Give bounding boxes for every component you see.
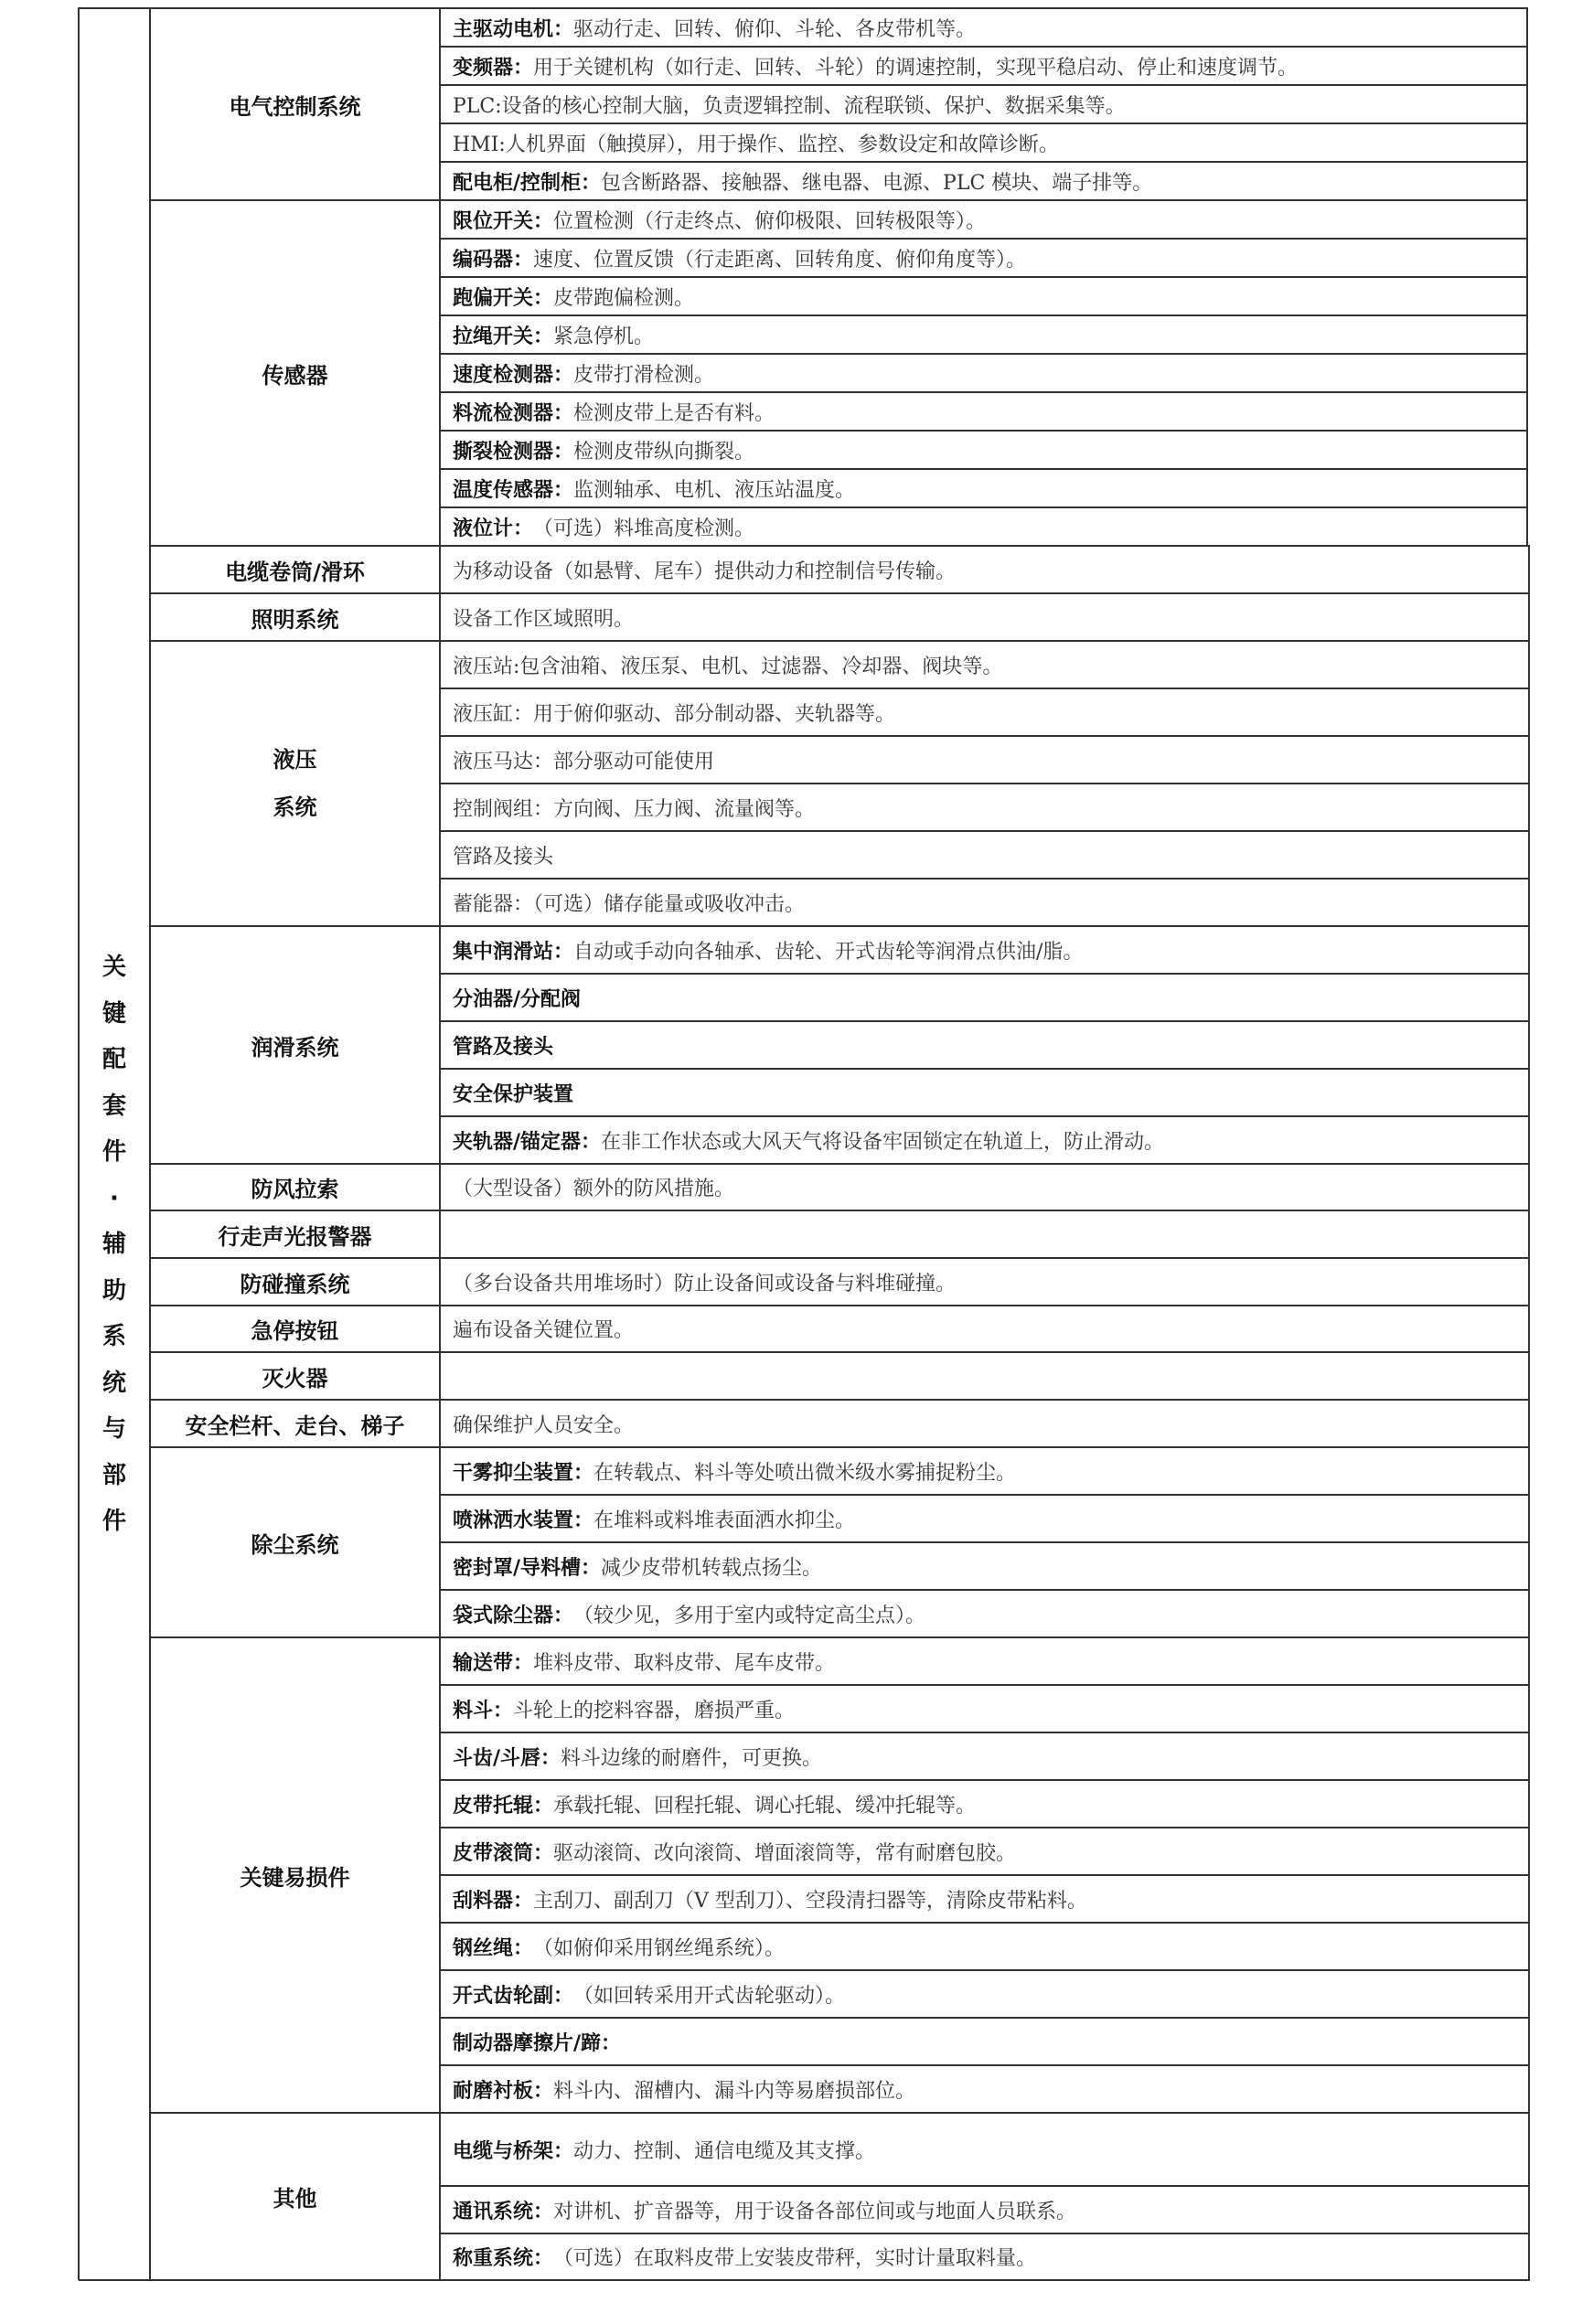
table-row [440, 431, 1527, 469]
row-divider [440, 783, 1530, 784]
item-value: 斗轮上的挖料容器，磨损严重。 [513, 1699, 796, 1722]
group-label [150, 1306, 440, 1352]
column-divider [439, 7, 441, 2280]
section-title-char: · [110, 1184, 119, 1212]
item-key: 温度传感器： [453, 478, 574, 502]
table-row [440, 546, 1529, 593]
table-row [440, 784, 1529, 831]
item-value: 皮带跑偏检测。 [553, 286, 695, 310]
item-key: 袋式除尘器： [453, 1604, 574, 1627]
item-key: 变频器： [453, 56, 534, 80]
row-divider [440, 276, 1528, 278]
table-row [440, 507, 1527, 546]
item-value: （如俯仰采用钢丝绳系统）。 [533, 1936, 786, 1960]
section-title-char: 统 [102, 1369, 126, 1397]
row-divider [440, 430, 1528, 432]
section-title-char: 部 [102, 1461, 126, 1489]
group-label [150, 1447, 440, 1637]
item-key: 钢丝绳： [453, 1936, 534, 1960]
row-divider [440, 238, 1528, 240]
item-value: 主刮刀、副刮刀（V 型刮刀）、空段清扫器等，清除皮带粘料。 [533, 1889, 1087, 1913]
table-row [440, 1447, 1529, 1495]
row-divider [440, 2064, 1530, 2066]
item-value: 为移动设备（如悬臂、尾车）提供动力和控制信号传输。 [453, 560, 957, 583]
item-value: 在转载点、料斗等处喷出微米级水雾捕捉粉尘。 [593, 1461, 1017, 1485]
item-key: 皮带托辊： [453, 1794, 554, 1818]
item-key: 密封罩/导料槽： [453, 1556, 602, 1580]
table-row [440, 974, 1529, 1021]
table-row [440, 1258, 1529, 1306]
item-value: 堆料皮带、取料皮带、尾车皮带。 [533, 1651, 836, 1675]
table-row [440, 641, 1529, 688]
item-key: 皮带滚筒： [453, 1841, 554, 1865]
row-divider [440, 468, 1528, 470]
table-row [440, 879, 1529, 926]
table-row [440, 2233, 1529, 2280]
group-label [150, 1637, 440, 2113]
group-label-text: 防碰撞系统 [240, 1271, 350, 1297]
item-value: 驱动行走、回转、俯仰、斗轮、各皮带机等。 [573, 17, 977, 41]
section-title-char: 辅 [102, 1231, 126, 1259]
table-row [440, 8, 1527, 47]
row-divider [440, 123, 1528, 124]
item-value: （大型设备）额外的防风措施。 [453, 1178, 735, 1200]
row-divider [440, 1494, 1530, 1496]
section-title-char: 系 [102, 1323, 126, 1351]
item-key: 干雾抑尘装置： [453, 1461, 594, 1485]
table-row [440, 1590, 1529, 1637]
item-value: 监测轴承、电机、液压站温度。 [573, 478, 856, 502]
table-row [440, 926, 1529, 974]
table-row [440, 2113, 1529, 2186]
item-value: PLC:设备的核心控制大脑，负责逻辑控制、流程联锁、保护、数据采集等。 [453, 94, 1126, 118]
group-label-text: 防风拉索 [251, 1177, 339, 1202]
row-divider [440, 46, 1528, 48]
item-value: 液压站:包含油箱、液压泵、电机、过滤器、冷却器、阀块等。 [453, 655, 1003, 678]
group-label-text: 安全栏杆、走台、梯子 [185, 1413, 405, 1439]
table-bottom-border [79, 2279, 1530, 2281]
row-divider [440, 2233, 1530, 2234]
item-value: 驱动滚筒、改向滚筒、增面滚筒等，常有耐磨包胶。 [553, 1841, 1017, 1865]
group-label [150, 8, 440, 200]
group-label [150, 926, 440, 1164]
item-key: 通讯系统： [453, 2200, 554, 2223]
table-row [440, 1306, 1529, 1352]
table-row [440, 2018, 1529, 2065]
item-key: 电缆与桥架： [453, 2139, 574, 2163]
item-key: 编码器： [453, 248, 534, 272]
section-title-char: 件 [102, 1508, 126, 1536]
section-title-char: 关 [102, 954, 126, 982]
group-label [150, 1258, 440, 1306]
item-value: 在堆料或料堆表面洒水抑尘。 [593, 1508, 856, 1532]
item-key: 速度检测器： [453, 363, 574, 387]
group-label [150, 1210, 440, 1258]
row-divider [440, 1732, 1530, 1733]
item-value: 设备工作区域照明。 [453, 607, 635, 631]
item-value: （较少见，多用于室内或特定高尘点）。 [573, 1604, 926, 1627]
table-right-border [1526, 7, 1528, 546]
table-row [440, 1495, 1529, 1542]
table-row [440, 277, 1527, 315]
row-divider [440, 735, 1530, 737]
section-title-char: 键 [102, 999, 126, 1028]
row-divider [440, 1969, 1530, 1971]
table-row [440, 1210, 1529, 1258]
table-right-border [1528, 545, 1530, 2280]
table-row [440, 736, 1529, 784]
item-key: 称重系统： [453, 2247, 554, 2270]
row-divider [440, 1684, 1530, 1686]
item-value: 动力、控制、通信电缆及其支撑。 [573, 2139, 876, 2163]
item-key: 耐磨衬板： [453, 2079, 554, 2103]
item-value: HMI:人机界面（触摸屏），用于操作、监控、参数设定和故障诊断。 [453, 133, 1059, 156]
table-row [440, 1780, 1529, 1828]
item-value: 速度、位置反馈（行走距离、回转角度、俯仰角度等）。 [533, 248, 1027, 272]
row-divider [440, 391, 1528, 393]
item-value: （如回转采用开式齿轮驱动）。 [573, 1984, 846, 2008]
row-divider [440, 878, 1530, 879]
row-divider [440, 314, 1528, 316]
item-value: 紧急停机。 [553, 325, 655, 348]
item-key: 配电柜/控制柜： [453, 171, 602, 195]
item-key: 斗齿/斗唇： [453, 1746, 561, 1770]
table-row [440, 239, 1527, 277]
row-divider [440, 1922, 1530, 1924]
group-label [150, 1400, 440, 1447]
item-value: 遍布设备关键位置。 [453, 1319, 635, 1342]
group-label [150, 546, 440, 593]
item-value: （可选）料堆高度检测。 [533, 517, 755, 540]
item-value: 料斗内、溜槽内、漏斗内等易磨损部位。 [553, 2079, 916, 2103]
section-title-char: 助 [102, 1276, 126, 1305]
section-title [79, 8, 150, 2280]
row-divider [440, 973, 1530, 975]
item-value: 液压马达：部分驱动可能使用 [453, 750, 715, 773]
section-title-char: 套 [102, 1092, 126, 1120]
table-row [440, 123, 1527, 162]
row-divider [440, 2017, 1530, 2019]
table-row [440, 1875, 1529, 1923]
table-row [440, 1732, 1529, 1780]
table-row [440, 1923, 1529, 1970]
row-divider [440, 830, 1530, 832]
item-key: 主驱动电机： [453, 17, 574, 41]
table-row [440, 469, 1527, 507]
table-row [440, 162, 1527, 200]
item-value: 皮带打滑检测。 [573, 363, 715, 387]
item-value: 包含断路器、接触器、继电器、电源、PLC 模块、端子排等。 [601, 171, 1153, 195]
group-label-text: 其他 [273, 2186, 317, 2212]
row-divider [440, 1874, 1530, 1876]
table-row [440, 392, 1527, 431]
row-divider [440, 1541, 1530, 1543]
row-divider [440, 1589, 1530, 1591]
group-label-text: 传感器 [262, 362, 328, 389]
item-key: 拉绳开关： [453, 325, 554, 348]
item-value: 在非工作状态或大风天气将设备牢固锁定在轨道上，防止滑动。 [601, 1130, 1165, 1154]
item-value: 液压缸：用于俯仰驱动、部分制动器、夹轨器等。 [453, 702, 896, 726]
item-key: 开式齿轮副： [453, 1984, 574, 2008]
item-value: 控制阀组：方向阀、压力阀、流量阀等。 [453, 797, 816, 821]
group-label [150, 2113, 440, 2280]
table-row [440, 1400, 1529, 1447]
item-value: 减少皮带机转载点扬尘。 [601, 1556, 823, 1580]
item-key: 制动器摩擦片/蹄： [453, 2031, 622, 2055]
table-row [440, 1970, 1529, 2018]
table-row [440, 1828, 1529, 1875]
group-label [150, 641, 440, 926]
item-key: 安全保护装置 [453, 1082, 574, 1106]
group-label-text: 电缆卷筒/滑环 [225, 559, 365, 585]
group-label-text: 除尘系统 [251, 1531, 339, 1558]
table-top-border [79, 7, 1528, 9]
group-label-line: 系统 [273, 794, 317, 820]
item-value: 确保维护人员安全。 [453, 1413, 635, 1437]
item-value: 用于关键机构（如行走、回转、斗轮）的调速控制，实现平稳启动、停止和速度调节。 [533, 56, 1299, 80]
table-row [440, 2065, 1529, 2113]
group-label-text: 照明系统 [251, 606, 339, 633]
item-key: 料流检测器： [453, 401, 574, 425]
item-key: 管路及接头 [453, 1035, 554, 1059]
row-divider [440, 1068, 1530, 1070]
table-row [440, 47, 1527, 85]
group-label-text: 关键易损件 [240, 1864, 350, 1891]
item-key: 输送带： [453, 1651, 534, 1675]
item-value: 检测皮带纵向撕裂。 [573, 440, 755, 464]
item-value: 位置检测（行走终点、俯仰极限、回转极限等）。 [553, 209, 987, 233]
table-row [440, 85, 1527, 123]
item-key: 喷淋洒水装置： [453, 1508, 594, 1532]
group-label [150, 1164, 440, 1210]
item-value: 检测皮带上是否有料。 [573, 401, 775, 425]
row-divider [440, 506, 1528, 508]
group-label-text: 润滑系统 [251, 1034, 339, 1061]
group-label-text: 行走声光报警器 [218, 1223, 372, 1250]
row-divider [440, 1115, 1530, 1117]
item-key: 液位计： [453, 517, 534, 540]
table-row [440, 315, 1527, 354]
group-label-line: 液压 [273, 747, 317, 773]
row-divider [440, 161, 1528, 163]
section-title-char: 件 [102, 1138, 126, 1167]
item-key: 撕裂检测器： [453, 440, 574, 464]
table-row [440, 1685, 1529, 1732]
item-key: 刮料器： [453, 1889, 534, 1913]
group-label [150, 200, 440, 546]
row-divider [440, 1020, 1530, 1022]
item-value: 自动或手动向各轴承、齿轮、开式齿轮等润滑点供油/脂。 [573, 940, 1084, 964]
row-divider [440, 688, 1530, 689]
table-row [440, 688, 1529, 736]
item-value: 料斗边缘的耐磨件，可更换。 [561, 1746, 823, 1770]
item-value: 对讲机、扩音器等，用于设备各部位间或与地面人员联系。 [553, 2200, 1077, 2223]
item-key: 夹轨器/锚定器： [453, 1130, 602, 1154]
row-divider [440, 353, 1528, 355]
table-row [440, 1116, 1529, 1164]
row-divider [440, 2185, 1530, 2187]
group-label [150, 1352, 440, 1400]
item-value: （多台设备共用堆场时）防止设备间或设备与料堆碰撞。 [453, 1272, 957, 1295]
table-row [440, 831, 1529, 879]
table-row [440, 1637, 1529, 1685]
table-row [440, 1021, 1529, 1069]
section-title-char: 与 [102, 1415, 126, 1444]
item-key: 跑偏开关： [453, 286, 554, 310]
item-key: 集中润滑站： [453, 940, 574, 964]
row-divider [440, 1779, 1530, 1781]
table-row [440, 1164, 1529, 1210]
table-row [440, 200, 1527, 239]
row-divider [440, 84, 1528, 86]
item-value: （可选）在取料皮带上安装皮带秤，实时计量取料量。 [553, 2247, 1037, 2270]
item-key: 分油器/分配阀 [453, 987, 582, 1011]
item-value: 管路及接头 [453, 845, 554, 869]
item-value: 承载托辊、回程托辊、调心托辊、缓冲托辊等。 [553, 1794, 977, 1818]
group-label-text: 灭火器 [262, 1365, 328, 1391]
section-title-char: 配 [102, 1046, 126, 1074]
table-row [440, 2186, 1529, 2233]
group-label [150, 593, 440, 641]
table-row [440, 1352, 1529, 1400]
group-label-text: 急停按钮 [251, 1318, 339, 1344]
row-divider [440, 1827, 1530, 1828]
item-value: 蓄能器：（可选）储存能量或吸收冲击。 [453, 892, 806, 916]
table-row [440, 354, 1527, 392]
table-row [440, 1069, 1529, 1116]
item-key: 料斗： [453, 1699, 514, 1722]
item-key: 限位开关： [453, 209, 554, 233]
group-label-text: 电气控制系统 [229, 93, 361, 120]
table-row [440, 593, 1529, 641]
table-row [440, 1542, 1529, 1590]
